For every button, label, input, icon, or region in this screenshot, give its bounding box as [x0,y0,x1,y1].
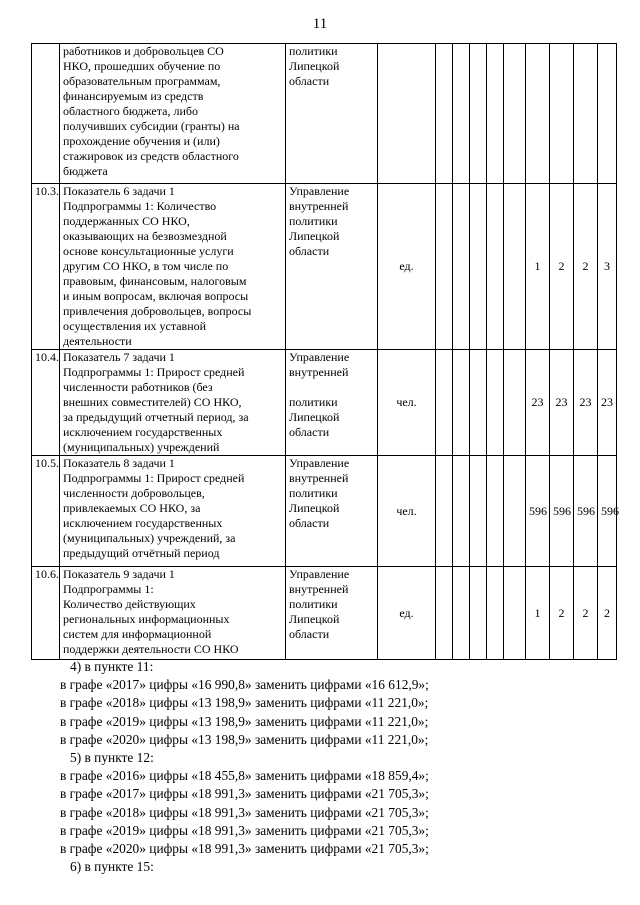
amendment-line: в графе «2017» цифры «18 991,3» заменить цифрами «21 705,3»; [60,786,429,802]
year-value-cell [526,44,550,184]
year-value-cell [453,350,470,456]
year-value-cell: 23 [574,350,598,456]
row-number: 10.5. [32,456,60,567]
year-value-cell [504,456,526,567]
year-value-cell [470,350,487,456]
amendment-line: в графе «2016» цифры «18 455,8» заменить цифрами «18 859,4»; [60,768,429,784]
year-value-cell [470,184,487,350]
row-number [32,44,60,184]
year-value-cell [598,44,617,184]
responsible-executor: Управление внутренней политики Липецкой области [286,456,378,567]
responsible-executor: Управление внутренней политики Липецкой области [286,567,378,660]
unit-of-measure: ед. [378,184,436,350]
table-row [32,567,617,660]
year-value-cell: 2 [574,184,598,350]
year-value-cell [487,456,504,567]
amendments-list [60,658,620,876]
year-value-cell [436,350,453,456]
amendment-line: в графе «2017» цифры «16 990,8» заменить цифрами «16 612,9»; [60,677,429,693]
table-row [32,456,617,567]
year-value-cell [574,44,598,184]
year-value-cell [470,44,487,184]
year-value-cell [487,567,504,660]
amendment-line: 5) в пункте 12: [70,750,154,766]
year-value-cell: 1 [526,184,550,350]
unit-of-measure [378,44,436,184]
year-value-cell [504,567,526,660]
year-value-cell [436,567,453,660]
year-value-cell: 23 [526,350,550,456]
unit-of-measure: чел. [378,456,436,567]
year-value-cell: 596 [574,456,598,567]
responsible-executor: Управление внутренней политики Липецкой области [286,350,378,456]
unit-of-measure: чел. [378,350,436,456]
year-value-cell [436,456,453,567]
year-value-cell [487,184,504,350]
indicator-description: Показатель 6 задачи 1 Подпрограммы 1: Количество поддержанных СО НКО, оказывающих на безвозмездной основе консультационные услуги другим СО НКО, в том числе по правовым, финансовым, налоговым и иным вопросам, включая вопросы привлечения добровольцев, вопросы осуществления их уставной деятельности [60,184,286,350]
year-value-cell [453,184,470,350]
indicator-description: работников и добровольцев СО НКО, прошедших обучение по образовательным программам, финансируемым из средств областного бюджета, либо получивших субсидии (гранты) на прохождение обучения и (или) стажировок из средств областного бюджета [60,44,286,184]
year-value-cell: 596 [598,456,617,567]
amendment-line: в графе «2018» цифры «18 991,3» заменить цифрами «21 705,3»; [60,804,429,820]
year-value-cell: 2 [574,567,598,660]
unit-of-measure: ед. [378,567,436,660]
year-value-cell [470,456,487,567]
row-number: 10.6. [32,567,60,660]
year-value-cell [436,44,453,184]
year-value-cell [453,44,470,184]
year-value-cell: 23 [598,350,617,456]
year-value-cell: 23 [550,350,574,456]
year-value-cell [487,350,504,456]
responsible-executor: политики Липецкой области [286,44,378,184]
amendment-line: в графе «2019» цифры «13 198,9» заменить цифрами «11 221,0»; [60,713,429,729]
indicator-table [31,43,617,660]
row-number: 10.4. [32,350,60,456]
year-value-cell [504,184,526,350]
year-value-cell: 596 [526,456,550,567]
year-value-cell: 2 [598,567,617,660]
table-row [32,184,617,350]
year-value-cell [487,44,504,184]
year-value-cell [453,456,470,567]
page-number: 11 [312,16,328,32]
table-row [32,350,617,456]
indicator-description: Показатель 8 задачи 1 Подпрограммы 1: Прирост средней численности добровольцев, привлекаемых СО НКО, за исключением государственных (муниципальных) учреждений, за предыдущий отчётный период [60,456,286,567]
year-value-cell [436,184,453,350]
indicator-description: Показатель 9 задачи 1 Подпрограммы 1: Количество действующих региональных информационных систем для информационной поддержки деятельности СО НКО [60,567,286,660]
amendment-line: в графе «2020» цифры «13 198,9» заменить цифрами «11 221,0»; [60,731,429,747]
row-number: 10.3. [32,184,60,350]
year-value-cell: 1 [526,567,550,660]
amendment-line: в графе «2019» цифры «18 991,3» заменить цифрами «21 705,3»; [60,822,429,838]
amendment-line: в графе «2018» цифры «13 198,9» заменить цифрами «11 221,0»; [60,695,429,711]
indicator-description: Показатель 7 задачи 1 Подпрограммы 1: Прирост средней численности работников (без внешних совместителей) СО НКО, за предыдущий отчетный период, за исключением государственных (муниципальных) учреждений [60,350,286,456]
table-row [32,44,617,184]
year-value-cell: 2 [550,567,574,660]
year-value-cell: 596 [550,456,574,567]
year-value-cell [504,44,526,184]
year-value-cell [470,567,487,660]
amendment-line: 6) в пункте 15: [70,859,154,875]
year-value-cell [504,350,526,456]
year-value-cell [453,567,470,660]
year-value-cell [550,44,574,184]
year-value-cell: 3 [598,184,617,350]
amendment-line: 4) в пункте 11: [70,659,154,674]
amendment-line: в графе «2020» цифры «18 991,3» заменить цифрами «21 705,3»; [60,841,429,857]
responsible-executor: Управление внутренней политики Липецкой области [286,184,378,350]
year-value-cell: 2 [550,184,574,350]
